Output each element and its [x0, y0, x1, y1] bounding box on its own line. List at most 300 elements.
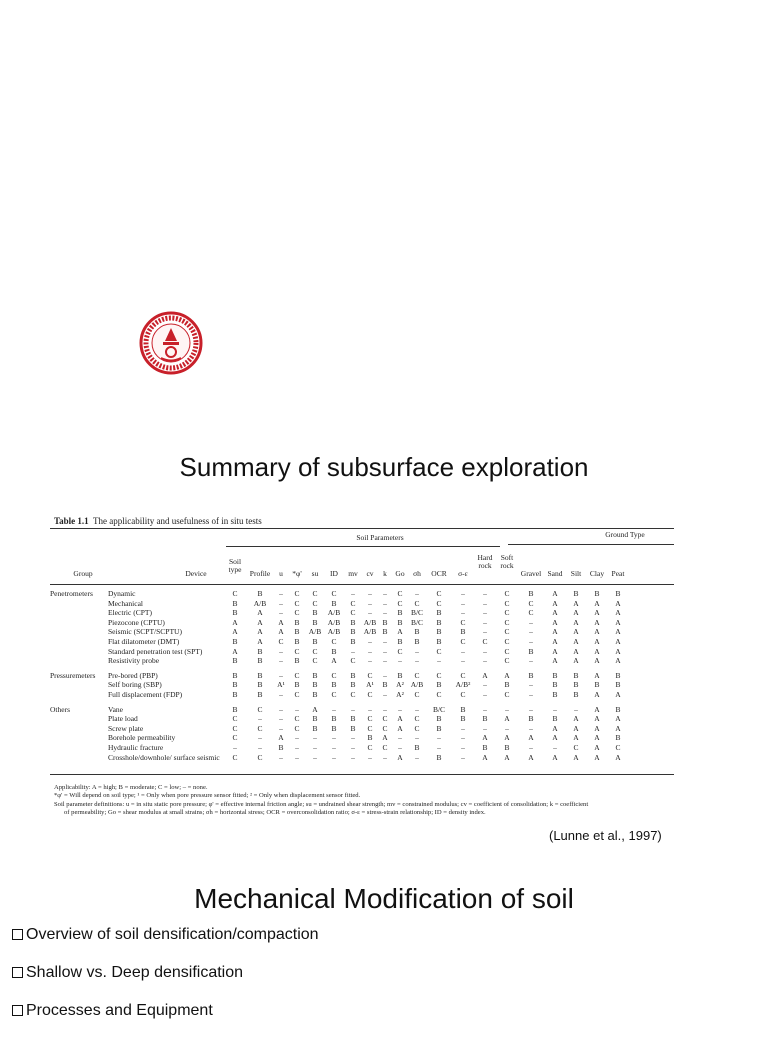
rating-cell: A — [552, 598, 558, 608]
checkbox-bullet-icon — [12, 967, 23, 978]
rating-cell: – — [332, 733, 336, 743]
rating-cell: – — [483, 704, 487, 714]
rating-cell: A/B — [363, 627, 377, 637]
rating-cell: A — [257, 627, 263, 637]
column-header: u — [279, 569, 283, 578]
rating-cell: C — [436, 598, 442, 608]
rating-cell: C — [294, 670, 300, 680]
column-header: *φ' — [292, 569, 302, 578]
rating-cell: – — [461, 733, 465, 743]
rating-cell: C — [436, 589, 442, 598]
rating-cell: – — [368, 656, 372, 666]
table-row — [50, 618, 628, 628]
rating-cell: C — [367, 670, 373, 680]
rating-cell: – — [437, 733, 441, 743]
checkbox-bullet-icon — [12, 929, 23, 940]
device-cell: Resistivity probe — [108, 656, 160, 666]
rating-cell: – — [279, 646, 283, 656]
rating-cell: – — [351, 589, 355, 598]
rating-cell: – — [505, 723, 509, 733]
table-row — [50, 589, 628, 599]
rating-cell: – — [295, 704, 299, 714]
rating-cell: C — [278, 636, 284, 646]
device-cell: Full displacement (FDP) — [108, 689, 183, 699]
rating-cell: A — [594, 636, 600, 646]
group-cell — [50, 733, 108, 743]
rating-cell: C — [414, 670, 420, 680]
rating-cell: – — [483, 617, 487, 627]
group-cell — [50, 627, 108, 637]
rating-cell: – — [415, 589, 419, 598]
rating-cell: – — [383, 752, 387, 762]
rating-cell: A — [397, 627, 403, 637]
rating-cell: – — [529, 680, 533, 690]
rating-cell: B — [594, 589, 600, 598]
rating-cell: A — [528, 733, 534, 743]
rating-cell: A — [594, 752, 600, 762]
rating-cell: B — [615, 680, 621, 690]
device-cell: Vane — [108, 704, 123, 714]
rating-cell: C — [312, 656, 318, 666]
applicability-table — [50, 589, 628, 762]
rating-cell: A — [232, 646, 238, 656]
checkbox-bullet-icon — [12, 1005, 23, 1016]
rating-cell: A² — [396, 680, 404, 690]
rating-cell: B — [294, 636, 300, 646]
rating-cell: A/B — [363, 617, 377, 627]
column-header: Clay — [589, 569, 605, 578]
column-header: Group — [73, 569, 93, 578]
rating-cell: A — [594, 733, 600, 743]
rating-cell: – — [332, 752, 336, 762]
rating-cell: B — [367, 733, 373, 743]
rating-cell: C — [232, 723, 238, 733]
device-cell: Standard penetration test (SPT) — [108, 646, 203, 656]
bullet-text: Shallow vs. Deep densification — [26, 964, 244, 981]
group-cell — [50, 656, 108, 666]
rating-cell: B — [504, 742, 510, 752]
group-cell — [50, 714, 108, 724]
rating-cell: B — [257, 689, 263, 699]
rating-cell: A — [573, 723, 579, 733]
rating-cell: B — [294, 627, 300, 637]
rating-cell: B — [350, 670, 356, 680]
rating-cell: A — [552, 752, 558, 762]
rating-cell: B — [382, 617, 388, 627]
rating-cell: B — [312, 714, 318, 724]
column-header: Soil type — [228, 557, 242, 574]
rating-cell: – — [383, 608, 387, 618]
rating-cell: A — [615, 723, 621, 733]
rating-cell: A — [397, 723, 403, 733]
rating-cell: B — [414, 742, 420, 752]
rating-cell: C — [232, 714, 238, 724]
rating-cell: A — [573, 627, 579, 637]
rating-cell: A — [278, 627, 284, 637]
rating-cell: A/B — [327, 608, 341, 618]
caption-text: The applicability and usefulness of in situ tests — [93, 516, 262, 526]
rating-cell: B — [436, 608, 442, 618]
group-cell — [50, 647, 108, 657]
bullet-item — [12, 1002, 319, 1040]
group-cell: Others — [50, 704, 70, 714]
rating-cell: A — [594, 670, 600, 680]
slide-subtitle: Mechanical Modification of soil — [194, 883, 574, 914]
rating-cell: – — [233, 742, 237, 752]
rating-cell: – — [368, 636, 372, 646]
table-row — [50, 743, 628, 753]
column-header: Silt — [570, 569, 582, 578]
rating-cell: C — [504, 689, 510, 699]
rating-cell: B — [331, 598, 337, 608]
rating-cell: – — [461, 589, 465, 598]
rating-cell: B — [331, 714, 337, 724]
rating-cell: – — [461, 742, 465, 752]
rating-cell: C — [232, 733, 238, 743]
rating-cell: B — [232, 608, 238, 618]
rating-cell: B — [232, 598, 238, 608]
rating-cell: C — [397, 589, 403, 598]
rating-cell: B — [552, 714, 558, 724]
column-header: Peat — [611, 569, 625, 578]
rating-cell: A — [573, 636, 579, 646]
column-header: k — [383, 569, 387, 578]
rating-cell: B — [552, 670, 558, 680]
rating-cell: C — [312, 589, 318, 598]
table-notes — [54, 784, 674, 818]
rating-cell: C — [460, 670, 466, 680]
rating-cell: C — [436, 646, 442, 656]
rating-cell: C — [294, 598, 300, 608]
rating-cell: C — [504, 608, 510, 618]
rating-cell: B — [312, 680, 318, 690]
rating-cell: C — [350, 598, 356, 608]
rating-cell: – — [483, 689, 487, 699]
rating-cell: B — [350, 627, 356, 637]
rating-cell: B — [414, 627, 420, 637]
rating-cell: B — [278, 742, 284, 752]
rating-cell: – — [383, 636, 387, 646]
citation: (Lunne et al., 1997) — [549, 828, 662, 843]
caption-label: Table 1.1 — [54, 516, 89, 526]
rating-cell: B — [528, 589, 534, 598]
device-cell: Dynamic — [108, 589, 136, 598]
rating-cell: – — [483, 589, 487, 598]
rating-cell: – — [529, 656, 533, 666]
rating-cell: – — [279, 608, 283, 618]
rating-cell: – — [368, 608, 372, 618]
rating-cell: C — [436, 670, 442, 680]
table-row — [50, 656, 628, 666]
table-row — [50, 666, 628, 681]
rating-cell: B — [312, 608, 318, 618]
rating-cell: B — [573, 680, 579, 690]
rating-cell: C — [331, 670, 337, 680]
rating-cell: C — [294, 646, 300, 656]
rating-cell: C — [397, 598, 403, 608]
column-header: Profile — [249, 569, 271, 578]
rating-cell: A — [552, 627, 558, 637]
rating-cell: – — [279, 598, 283, 608]
rating-cell: B — [331, 646, 337, 656]
rating-cell: A — [278, 617, 284, 627]
rating-cell: C — [232, 752, 238, 762]
rating-cell: A — [615, 598, 621, 608]
rating-cell: A — [397, 752, 403, 762]
rating-cell: – — [313, 742, 317, 752]
rating-cell: B — [350, 714, 356, 724]
rating-cell: A — [594, 627, 600, 637]
device-cell: Electric (CPT) — [108, 608, 152, 618]
rating-cell: – — [483, 627, 487, 637]
rating-cell: – — [461, 723, 465, 733]
rating-cell: A — [232, 627, 238, 637]
rating-cell: – — [483, 608, 487, 618]
group-cell — [50, 599, 108, 609]
rating-cell: A/B — [308, 627, 322, 637]
rating-cell: – — [258, 733, 262, 743]
rating-cell: C — [294, 723, 300, 733]
rating-cell: – — [368, 752, 372, 762]
rating-cell: C — [504, 598, 510, 608]
rating-cell: C — [382, 714, 388, 724]
rating-cell: – — [483, 656, 487, 666]
rating-cell: – — [529, 636, 533, 646]
rating-cell: B — [312, 617, 318, 627]
rating-cell: B — [312, 670, 318, 680]
rating-cell: – — [295, 742, 299, 752]
rating-cell: – — [529, 704, 533, 714]
rating-cell: – — [313, 752, 317, 762]
rating-cell: – — [483, 598, 487, 608]
rating-cell: C — [504, 627, 510, 637]
rating-cell: C — [615, 742, 621, 752]
rating-cell: A — [552, 636, 558, 646]
rating-cell: – — [351, 752, 355, 762]
column-header: σ-ε — [458, 569, 468, 578]
rating-cell: – — [529, 689, 533, 699]
rating-cell: C — [460, 689, 466, 699]
rating-cell: A — [594, 723, 600, 733]
rating-cell: A — [615, 714, 621, 724]
column-header: Go — [395, 569, 405, 578]
rating-cell: B — [528, 646, 534, 656]
rating-cell: B — [436, 752, 442, 762]
rating-cell: C — [367, 723, 373, 733]
rating-cell: C — [482, 636, 488, 646]
rating-cell: A¹ — [366, 680, 374, 690]
rating-cell: B/C — [410, 608, 424, 618]
rating-cell: A — [552, 589, 558, 598]
rating-cell: – — [368, 589, 372, 598]
rating-cell: B — [232, 704, 238, 714]
group-cell — [50, 753, 108, 763]
rating-cell: B — [232, 636, 238, 646]
rating-cell: A — [615, 646, 621, 656]
rating-cell: – — [437, 742, 441, 752]
rating-cell: C — [460, 636, 466, 646]
rating-cell: C — [350, 608, 356, 618]
rating-cell: A — [573, 656, 579, 666]
rating-cell: C — [312, 598, 318, 608]
rating-cell: B — [257, 670, 263, 680]
rating-cell: C — [573, 742, 579, 752]
rating-cell: – — [398, 656, 402, 666]
rating-cell: – — [383, 598, 387, 608]
note-line: Applicability: A = high; B = moderate; C = low; – = none. — [54, 784, 208, 791]
rating-cell: A/B — [253, 598, 267, 608]
column-header: mv — [348, 569, 358, 578]
rating-cell: B — [382, 627, 388, 637]
rating-cell: – — [368, 598, 372, 608]
note-line: Soil parameter definitions: u = in situ static pore pressure; φ' = effective internal friction angle; su = undrained shear strength; mv = constrained modulus; cv = coefficient of consolidation; k = coefficient — [54, 800, 589, 808]
rating-cell: B — [482, 742, 488, 752]
rating-cell: – — [383, 646, 387, 656]
rating-cell: C — [414, 689, 420, 699]
table-row — [50, 680, 628, 690]
device-cell: Self boring (SBP) — [108, 680, 162, 690]
device-cell: Hydraulic fracture — [108, 742, 164, 752]
rating-cell: A — [594, 617, 600, 627]
rating-cell: – — [415, 704, 419, 714]
rating-cell: A — [312, 704, 318, 714]
rating-cell: B — [312, 723, 318, 733]
rating-cell: A — [594, 714, 600, 724]
rating-cell: – — [461, 646, 465, 656]
rating-cell: C — [294, 608, 300, 618]
rating-cell: B — [573, 670, 579, 680]
rating-cell: A — [552, 617, 558, 627]
rating-cell: B — [397, 617, 403, 627]
rating-cell: A — [573, 752, 579, 762]
table-row — [50, 627, 628, 637]
column-header: ID — [330, 569, 338, 578]
rating-cell: – — [351, 704, 355, 714]
institute-logo — [139, 311, 203, 375]
table-row — [50, 637, 628, 647]
rating-cell: C — [232, 589, 238, 598]
rating-cell: A² — [396, 689, 404, 699]
bullet-item — [12, 964, 319, 1002]
rating-cell: A — [594, 656, 600, 666]
rating-cell: – — [574, 704, 578, 714]
rating-cell: A — [594, 598, 600, 608]
rating-cell: B — [552, 680, 558, 690]
bullet-text: Overview of soil densification/compaction — [26, 926, 319, 943]
rating-cell: B — [460, 627, 466, 637]
column-header: cv — [366, 569, 374, 578]
rating-cell: C — [331, 589, 337, 598]
rating-cell: A — [573, 598, 579, 608]
rating-cell: A — [482, 670, 488, 680]
rating-cell: A — [594, 646, 600, 656]
rating-cell: – — [332, 704, 336, 714]
rating-cell: B — [460, 714, 466, 724]
rating-cell: – — [483, 723, 487, 733]
rating-cell: B — [232, 680, 238, 690]
rating-cell: – — [368, 704, 372, 714]
table-row — [50, 647, 628, 657]
rating-cell: B — [350, 617, 356, 627]
bullet-item — [12, 926, 319, 964]
rating-cell: – — [279, 752, 283, 762]
rating-cell: – — [461, 656, 465, 666]
device-cell: Pre-bored (PBP) — [108, 670, 158, 680]
rating-cell: – — [383, 704, 387, 714]
table-row — [50, 753, 628, 763]
note-line: of permeability; Go = shear modulus at small strains; σh = horizontal stress; OCR = overconsolidation ratio; σ-ε = stress-strain relationship; ID = density index. — [64, 809, 486, 817]
rating-cell: B — [397, 636, 403, 646]
rating-cell: C — [367, 714, 373, 724]
group-cell — [50, 618, 108, 628]
rating-cell: A — [552, 656, 558, 666]
rating-cell: A — [482, 752, 488, 762]
rating-cell: B — [436, 636, 442, 646]
rating-cell: – — [415, 733, 419, 743]
rating-cell: B — [382, 680, 388, 690]
rating-cell: B — [504, 680, 510, 690]
rating-cell: – — [461, 608, 465, 618]
rating-cell: B — [294, 656, 300, 666]
rating-cell: C — [367, 689, 373, 699]
rating-cell: – — [258, 714, 262, 724]
rating-cell: A — [482, 733, 488, 743]
rating-cell: – — [332, 742, 336, 752]
device-cell: Seismic (SCPT/SCPTU) — [108, 627, 182, 637]
rating-cell: C — [504, 617, 510, 627]
rating-cell: B — [257, 680, 263, 690]
rating-cell: B — [331, 723, 337, 733]
rating-cell: A — [528, 752, 534, 762]
rating-cell: – — [313, 733, 317, 743]
rating-cell: C — [331, 689, 337, 699]
table-row — [50, 690, 628, 700]
rating-cell: – — [383, 656, 387, 666]
rating-cell: – — [279, 689, 283, 699]
group-cell: Penetrometers — [50, 589, 93, 598]
rating-cell: B — [257, 646, 263, 656]
rating-cell: A — [382, 733, 388, 743]
device-cell: Screw plate — [108, 723, 144, 733]
rating-cell: C — [257, 752, 263, 762]
rating-cell: A — [594, 689, 600, 699]
rating-cell: B — [552, 689, 558, 699]
group-cell — [50, 690, 108, 700]
rating-cell: – — [437, 656, 441, 666]
rating-cell: – — [483, 646, 487, 656]
rating-cell: A — [504, 733, 510, 743]
rating-cell: A — [594, 704, 600, 714]
rating-cell: – — [529, 742, 533, 752]
device-cell: Flat dilatometer (DMT) — [108, 636, 180, 646]
rating-cell: C — [504, 589, 510, 598]
rating-cell: B — [232, 670, 238, 680]
rating-cell: – — [383, 670, 387, 680]
column-header: Soft rock — [500, 553, 514, 570]
rating-cell: C — [294, 589, 300, 598]
rating-cell: A/B² — [455, 680, 471, 690]
rating-cell: B — [350, 723, 356, 733]
rating-cell: A — [397, 714, 403, 724]
device-cell: Crosshole/downhole/ surface seismic — [108, 752, 220, 762]
rating-cell: A — [573, 646, 579, 656]
rating-cell: A — [573, 714, 579, 724]
rating-cell: A — [552, 608, 558, 618]
rating-cell: C — [414, 723, 420, 733]
rating-cell: – — [461, 752, 465, 762]
rating-cell: A/B — [410, 680, 424, 690]
rating-cell: A — [278, 733, 284, 743]
